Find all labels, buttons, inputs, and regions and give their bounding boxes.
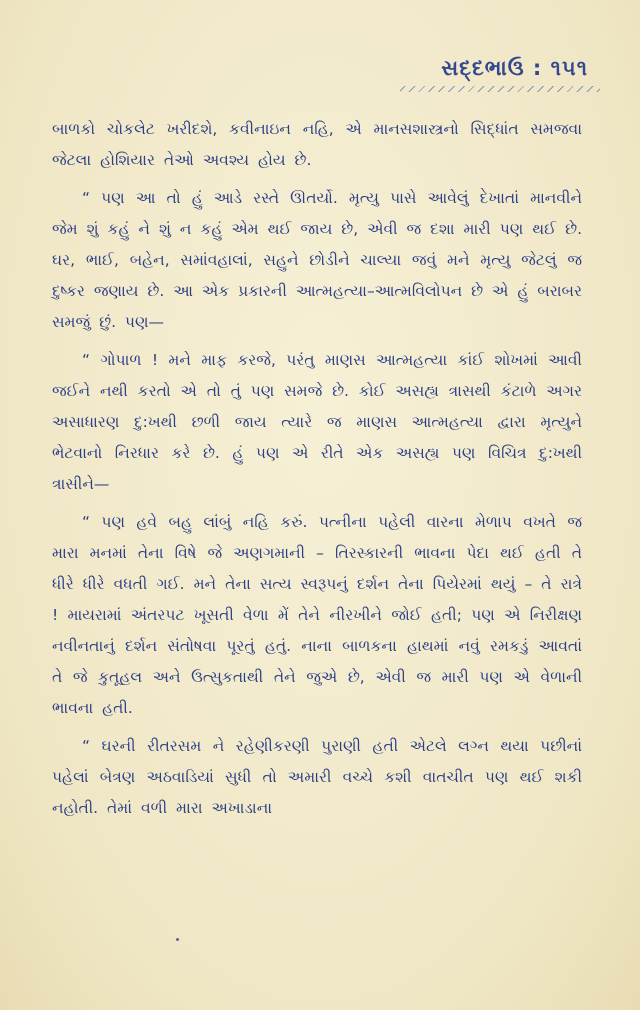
page-mark-dot: [176, 938, 179, 941]
paragraph: “ ઘરની રીતરસમ ને રહેણીકરણી પુરાણી હતી એટલે લગ્ન થયા પછીનાં પહેલાં બેત્રણ અઠવાડિયાં સુધી તો અમારી વચ્ચે કશી વાતચીત પણ થઈ શકી નહોતી. તેમાં વળી મારા અખાડાના: [52, 737, 582, 817]
paragraph: “ પણ હવે બહુ લાંબું નહિ કરું. પત્નીના પહેલી વારના મેળાપ વખતે જ મારા મનમાં તેના વિષે જે અણગમાની – તિરસ્કારની ભાવના પેદા થઈ હતી તે ધીરે ધીરે વધતી ગઈ. મને તેના સત્ય સ્વરૂપનું દર્શન તેના પિયેરમાં થયું – તે રાત્રે ! માયરામાં અંતરપટ ખૂસતી વેળા મેં તેને નીરખીને જોઈ હતી; પણ એ નિરીક્ષણ નવીનતાનું દર્શન સંતોષવા પૂરતું હતું. નાના બાળકના હાથમાં નવું રમકડું આવતાં તે જે કુતૂહલ અને ઉત્સુકતાથી તેને જુએ છે, એવી જ મારી પણ એ વેળાની ભાવના હતી.: [52, 513, 582, 717]
paragraph: બાળકો ચોકલેટ ખરીદશે, કવીનાઇન નહિ, એ માનસશાસ્ત્રનો સિદ્ધાંત સમજવા જેટલા હોશિયાર તેઓ અવશ્ય હોય છે.: [52, 120, 582, 169]
paragraph: “ ગોપાળ ! મને માફ કરજે, પરંતુ માણસ આત્મહત્યા કાંઈ શોખમાં આવી જઈને નથી કરતો એ તો તું પણ સમજે છે. કોઈ અસહ્ય ત્રાસથી કંટાળે અગર અસાધારણ દુ:ખથી છળી જાય ત્યારે જ માણસ આત્મહત્યા દ્વારા મૃત્યુને ભેટવાનો નિરધાર કરે છે. હું પણ એ રીતે એક અસહ્ય પણ વિચિત્ર દુ:ખથી ત્રાસીને—: [52, 351, 582, 493]
decorative-wavy-rule: [400, 86, 600, 92]
paragraph: “ પણ આ તો હું આડે રસ્તે ઊતર્યો. મૃત્યુ પાસે આવેલું દેખાતાં માનવીને જેમ શું કહું ને શું ન કહું એમ થઈ જાય છે, એવી જ દશા મારી પણ થઈ છે. ઘર, ભાઈ, બહેન, સમાંવહાલાં, સહુને છોડીને ચાલ્યા જવું મને મૃત્યુ જેટલું જ દુષ્કર જણાય છે. આ એક પ્રકારની આત્મહત્યા–આત્મવિલોપન છે એ હું બરાબર સમજું છું. પણ—: [52, 189, 582, 331]
body-text: [52, 114, 582, 824]
running-head: સદ્દભાઉ : ૧૫૧: [441, 56, 588, 80]
